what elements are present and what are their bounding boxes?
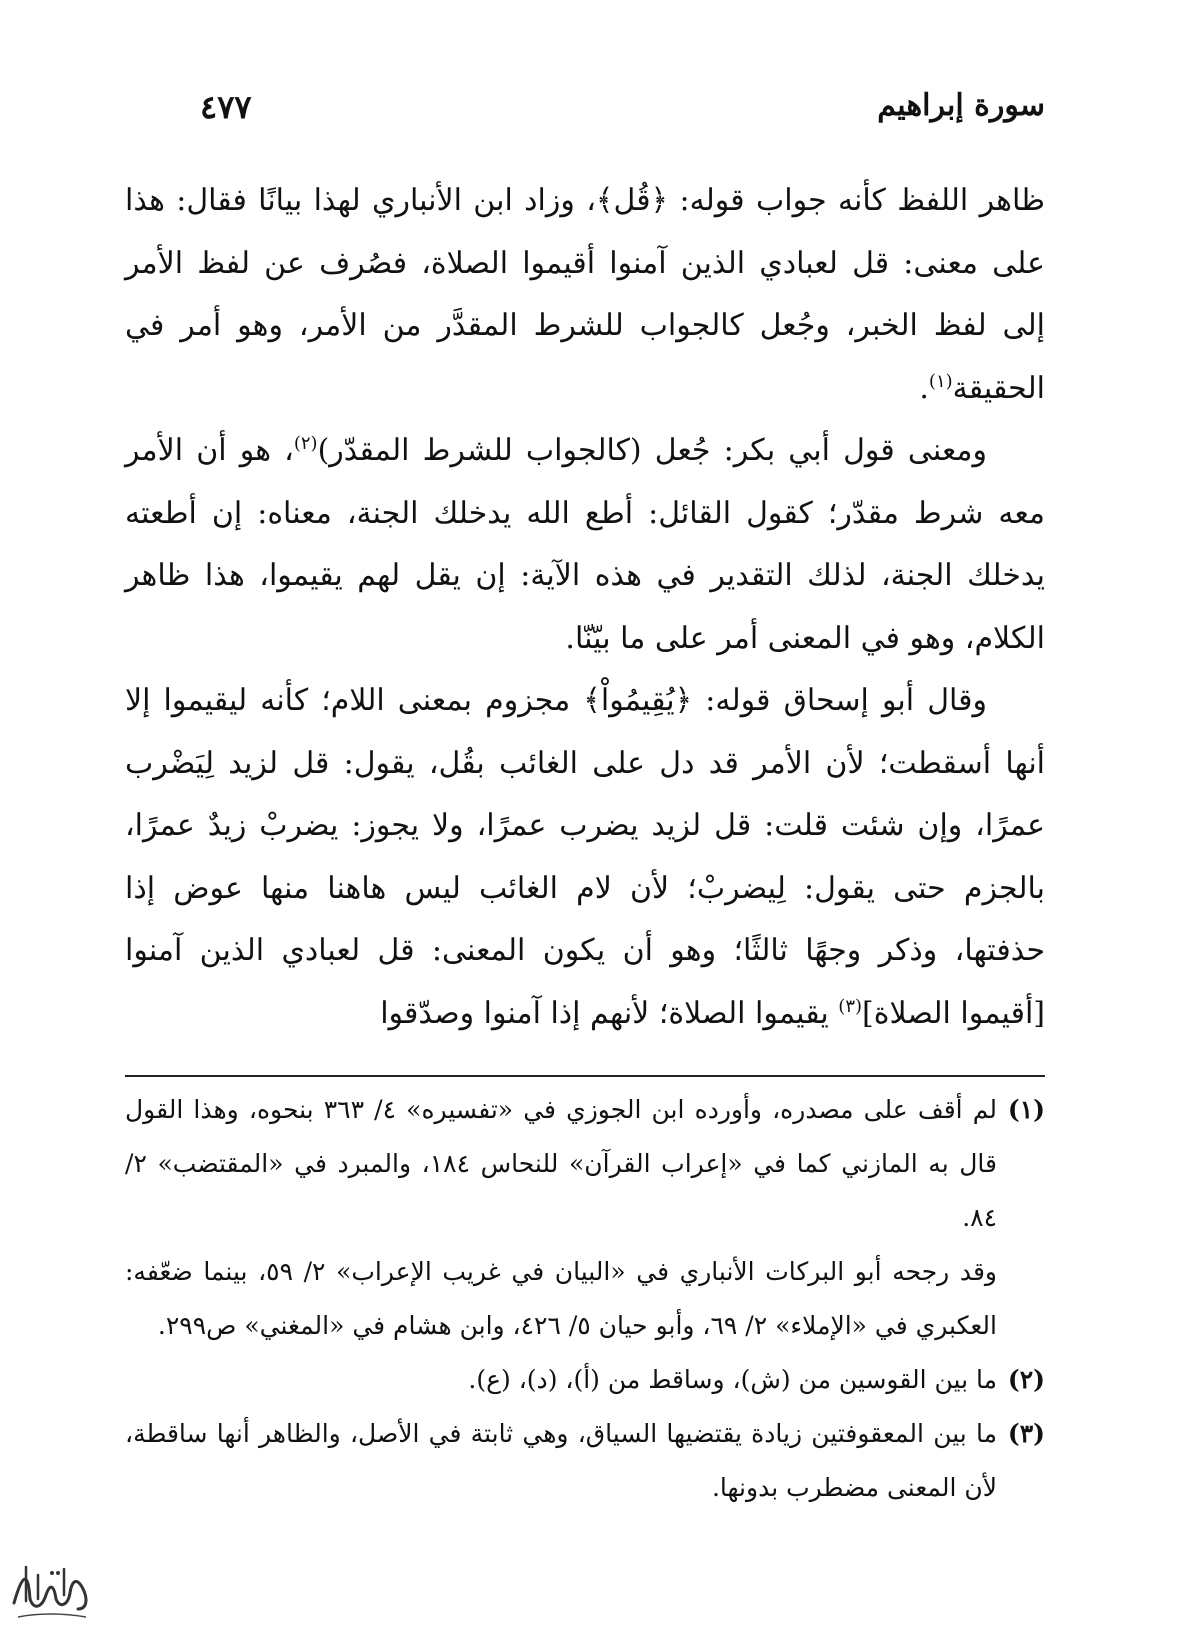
paragraph-2-end: ، هو أن الأمر معه شرط مقدّر؛ كقول القائل: أطع الله يدخلك الجنة، معناه: إن أطعته يدخلك الجنة، لذلك التقدير في هذه الآية: إن يقل لهم يقيموا، هذا ظاهر الكلام، وهو في المعنى أمر على ما بيّنّا. <box>125 433 1045 656</box>
paragraph-3-end: يقيموا الصلاة؛ لأنهم إذا آمنوا وصدّقوا <box>380 995 839 1031</box>
paragraph-1-end: . <box>919 370 929 406</box>
paragraph-1 <box>125 170 1045 420</box>
footnote-1-body <box>125 1083 997 1353</box>
footnote-2-text: ما بين القوسين من (ش)، وساقط من (أ)، (د)، (ع). <box>468 1365 997 1394</box>
footnote-1-text-2: وقد رجحه أبو البركات الأنباري في «البيان في غريب الإعراب» ٢/ ٥٩، بينما ضعّفه: العكبري في «الإملاء» ٢/ ٦٩، وأبو حيان ٥/ ٤٢٦، وابن هشام في «المغني» ص٢٩٩. <box>125 1257 998 1340</box>
page-header <box>180 78 1045 138</box>
footnote-1-text-1: لم أقف على مصدره، وأورده ابن الجوزي في «تفسيره» ٤/ ٣٦٣ بنحوه، وهذا القول قال به المازني كما في «إعراب القرآن» للنحاس ١٨٤، والمبرد في «المقتضب» ٢/ ٨٤. <box>125 1095 997 1232</box>
footnote-3-body <box>125 1407 997 1515</box>
footnote-3-text: ما بين المعقوفتين زيادة يقتضيها السياق، وهي ثابتة في الأصل، والظاهر أنها ساقطة، لأن المعنى مضطرب بدونها. <box>125 1419 997 1502</box>
calligraphy-logo-icon <box>8 1555 93 1625</box>
footnote-3-number: (٣) <box>1007 1419 1045 1448</box>
footnote-2-number: (٢) <box>1007 1365 1045 1394</box>
footnote-ref-3: (٣) <box>838 995 863 1017</box>
footnotes <box>125 1083 1045 1515</box>
footnote-divider <box>125 1075 1045 1077</box>
paragraph-2-text: ومعنى قول أبي بكر: جُعل (كالجواب للشرط المقدّر) <box>317 433 987 468</box>
paragraph-3 <box>125 670 1045 1045</box>
chapter-title: سورة إبراهيم <box>877 88 1045 123</box>
paragraph-2 <box>125 420 1045 670</box>
footnote-1-number: (١) <box>1007 1095 1045 1124</box>
footnote-ref-2: (٢) <box>293 433 318 454</box>
footnote-2 <box>125 1353 1045 1407</box>
main-text <box>125 170 1045 1045</box>
page-number: ٤٧٧ <box>200 88 252 126</box>
footnote-2-body <box>125 1353 997 1407</box>
footnote-1 <box>125 1083 1045 1353</box>
paragraph-3-text: وقال أبو إسحاق قوله: ﴿يُقِيمُواْ﴾ مجزوم بمعنى اللام؛ كأنه ليقيموا إلا أنها أسقطت؛ لأن الأمر قد دل على الغائب بقُل، يقول: قل لزيد لِيَضْرب عمرًا، وإن شئت قلت: قل لزيد يضرب عمرًا، ولا يجوز: يضربْ زيدٌ عمرًا، بالجزم حتى يقول: لِيضربْ؛ لأن لام الغائب ليس هاهنا منها عوض إذا حذفتها، وذكر وجهًا ثالثًا؛ وهو أن يكون المعنى: قل لعبادي الذين آمنوا [أقيموا الصلاة] <box>125 683 1045 1031</box>
footnote-3 <box>125 1407 1045 1515</box>
footnote-ref-1: (١) <box>928 370 953 392</box>
watermark-logo <box>8 1555 93 1625</box>
paragraph-1-text: ظاهر اللفظ كأنه جواب قوله: ﴿قُل﴾، وزاد ابن الأنباري لهذا بيانًا فقال: هذا على معنى: قل لعبادي الذين آمنوا أقيموا الصلاة، فصُرف عن لفظ الأمر إلى لفظ الخبر، وجُعل كالجواب للشرط المقدَّر من الأمر، وهو أمر في الحقيقة <box>125 183 1045 406</box>
